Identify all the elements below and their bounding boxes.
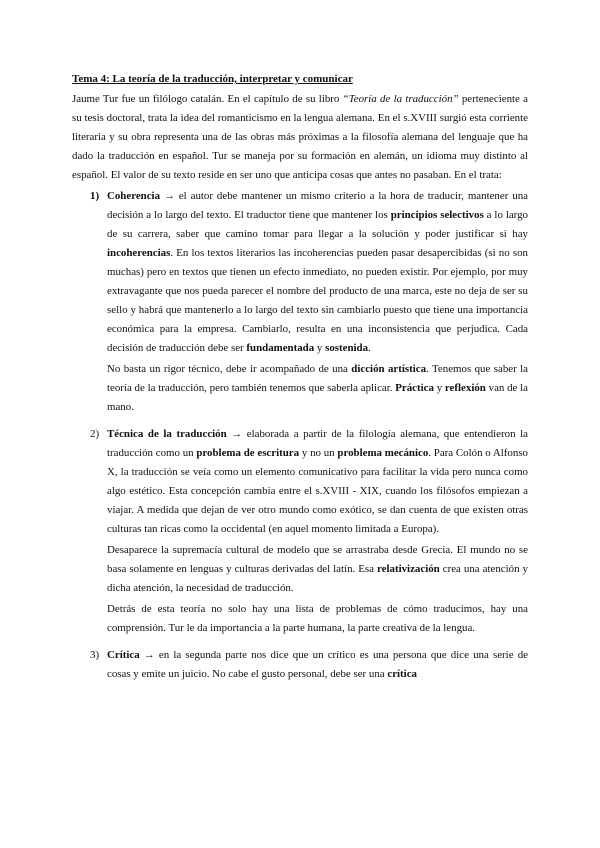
- list-number: 2): [90, 428, 100, 440]
- list-number: 1): [90, 190, 100, 202]
- arrow-icon: →: [160, 190, 179, 202]
- bold-phrase: problema mecánico: [337, 447, 429, 459]
- item-text: No basta un rigor técnico, debe ir acompañado de una: [107, 363, 352, 375]
- item-text: y no un: [299, 447, 338, 459]
- document-body: [72, 70, 528, 684]
- item-text: . Para Colón o Alfonso X, la traducción se veía como un elemento comunicativo para facilitar la vida pero nunca como algo estético. Esta concepción cambia entre el s.XVIII - XIX, cuando los filósofos empiezan a viajar. A medida que dejan de ver otro mundo como exótico, se dan cuenta de que existen otras culturas tan ricas como la occidental (en aquel momento limitada a Europa).: [107, 447, 529, 535]
- term-critica: Crítica: [107, 649, 140, 661]
- arrow-icon: →: [139, 649, 159, 661]
- item-text: y: [433, 382, 445, 394]
- item-text: en la segunda parte nos dice que un crítico es una persona que dice una serie de cosas y emite un juicio. No cabe el gusto personal, debe ser una: [107, 649, 528, 680]
- intro-paragraph: [72, 90, 528, 185]
- bold-phrase: incoherencias: [107, 247, 171, 259]
- intro-text-2: perteneciente a su tesis doctoral, trata la idea del romanticismo en la lengua alemana. En el s.XVIII surgió esta corriente literaria y su obra representa una de las obras más próximas a la filosofía alemana del lenguaje que ha dado la traducción en español. Tur se maneja por su formación en alemán, un idioma muy distinto al español. El valor de su texto reside en ser uno que anticipa cosas que antes no pasaban. En el trata:: [72, 93, 529, 181]
- book-title: “Teoría de la traducción”: [342, 93, 459, 105]
- item-text: van de la mano.: [107, 382, 529, 413]
- bold-phrase: relativización: [377, 563, 440, 575]
- list-item-coherencia: [72, 187, 528, 417]
- bold-phrase: fundamentada: [246, 342, 315, 354]
- item-text: a lo largo de su carrera, saber que camino tomar para llegar a la solución y poder justificar si hay: [107, 209, 529, 240]
- item-text: . En los textos literarios las incoherencias pueden pasar desapercibidas (si no son muchas) pero en textos que tienen un efecto inmediato, no pueden existir. Por ejemplo, por muy extravagante que nos pueda parecer el nombre del producto de una marca, este no deja de ser su sello y habrá que mantenerlo a lo largo del texto sin cambiarlo puesto que tiene una importancia económica para la empresa. Cambiarlo, resulta en una inconsistencia que perjudica. Cada decisión de traducción debe ser: [107, 247, 528, 354]
- item-paragraph: [107, 646, 528, 684]
- item-text: y: [314, 342, 326, 354]
- bold-phrase: dicción artística: [351, 363, 427, 375]
- topic-list: [72, 187, 528, 684]
- item-text: crea una atención y dicha atención, la necesidad de traducción.: [107, 563, 528, 594]
- item-text: el autor debe mantener un mismo criterio a la hora de traducir, mantener una decisión a lo largo del texto. El traductor tiene que mantener los: [107, 190, 528, 221]
- item-text: Desaparece la supremacía cultural de modelo que se arrastraba desde Grecia. El mundo no se basa solamente en lenguas y culturas derivadas del latín. Esa: [107, 544, 528, 575]
- item-paragraph: [107, 187, 528, 358]
- list-item-tecnica: [72, 425, 528, 638]
- intro-text-1: Jaume Tur fue un filólogo catalán. En el capítulo de su libro: [72, 93, 343, 105]
- bold-phrase: principios selectivos: [390, 209, 484, 221]
- term-tecnica: Técnica de la traducción: [107, 428, 227, 440]
- list-number: 3): [90, 649, 100, 661]
- item-text: . Tenemos que saber la teoría de la traducción, pero también tenemos que saberla aplicar.: [107, 363, 528, 394]
- item-text: elaborada a partir de la filología alemana, que entendieron la traducción como un: [107, 428, 528, 459]
- item-paragraph: [107, 360, 528, 417]
- item-paragraph: [107, 541, 528, 598]
- bold-phrase: problema de escritura: [196, 447, 300, 459]
- list-item-critica: [72, 646, 528, 684]
- item-text: .: [368, 342, 371, 354]
- bold-phrase: sostenida: [325, 342, 369, 354]
- bold-phrase: crítica: [387, 668, 417, 680]
- arrow-icon: →: [226, 428, 247, 440]
- item-paragraph: Detrás de esta teoría no solo hay una lista de problemas de cómo traducimos, hay una comprensión. Tur le da importancia a la parte humana, la parte creativa de la lengua.: [107, 603, 528, 634]
- term-coherencia: Coherencia: [107, 190, 161, 202]
- document-title: Tema 4: La teoría de la traducción, interpretar y comunicar: [72, 73, 353, 85]
- bold-phrase: Práctica: [395, 382, 434, 394]
- item-paragraph: [107, 425, 528, 539]
- bold-phrase: reflexión: [444, 382, 486, 394]
